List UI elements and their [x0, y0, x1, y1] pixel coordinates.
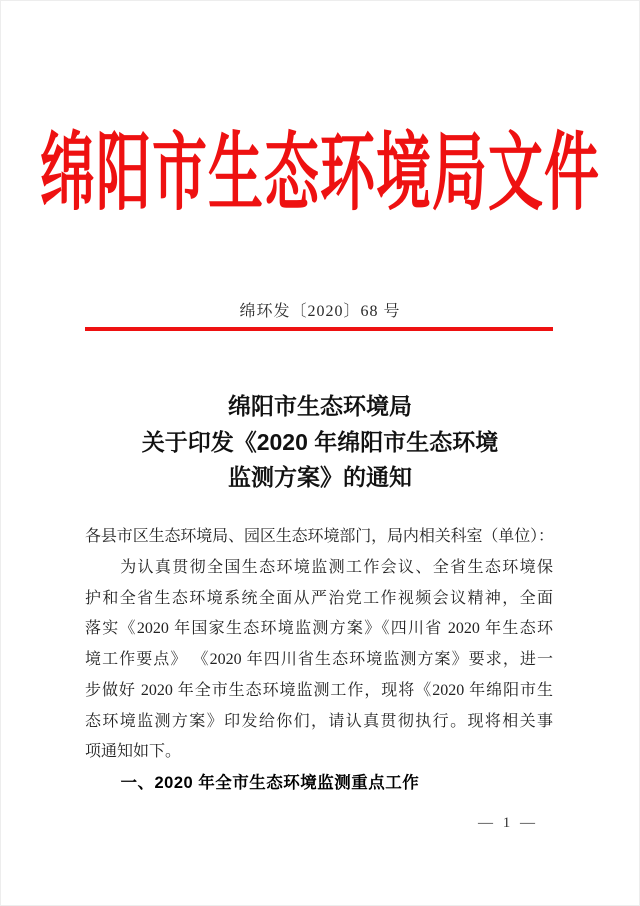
document-number: 绵环发〔2020〕68 号 — [239, 303, 401, 320]
body-line: 境工作要点》 《2020 年四川省生态环境监测方案》要求，进一 — [85, 651, 553, 668]
body-line: 为认真贯彻全国生态环境监测工作会议、全省生态环境保 — [120, 558, 553, 576]
section-heading: 一、2020 年全市生态环境监测重点工作 — [120, 774, 420, 792]
page-number: — 1 — — [478, 815, 538, 831]
notice-title-line: 关于印发《2020 年绵阳市生态环境 — [141, 428, 499, 455]
body-text — [85, 522, 553, 799]
body-line-salutation: 各县市区生态环境局、园区生态环境部门，局内相关科室（单位）： — [85, 528, 553, 545]
body-line: 护和全省生态环境系统全面从严治党工作视频会议精神，全面 — [85, 589, 553, 607]
agency-banner-title: 绵阳市生态环境局文件 — [39, 123, 600, 221]
notice-title — [70, 389, 570, 496]
body-line: 态环境监测方案》印发给你们，请认真贯彻执行。现将相关事 — [85, 712, 553, 730]
body-line: 项通知如下。 — [85, 743, 182, 761]
body-line: 落实《2020 年国家生态环境监测方案》《四川省 2020 年生态环 — [85, 620, 553, 638]
red-header-banner — [0, 116, 640, 221]
body-line: 步做好 2020 年全市生态环境监测工作，现将《2020 年绵阳市生 — [85, 681, 553, 699]
notice-title-line: 绵阳市生态环境局 — [228, 393, 412, 419]
notice-title-line: 监测方案》的通知 — [228, 464, 412, 490]
red-separator-rule — [85, 327, 553, 331]
